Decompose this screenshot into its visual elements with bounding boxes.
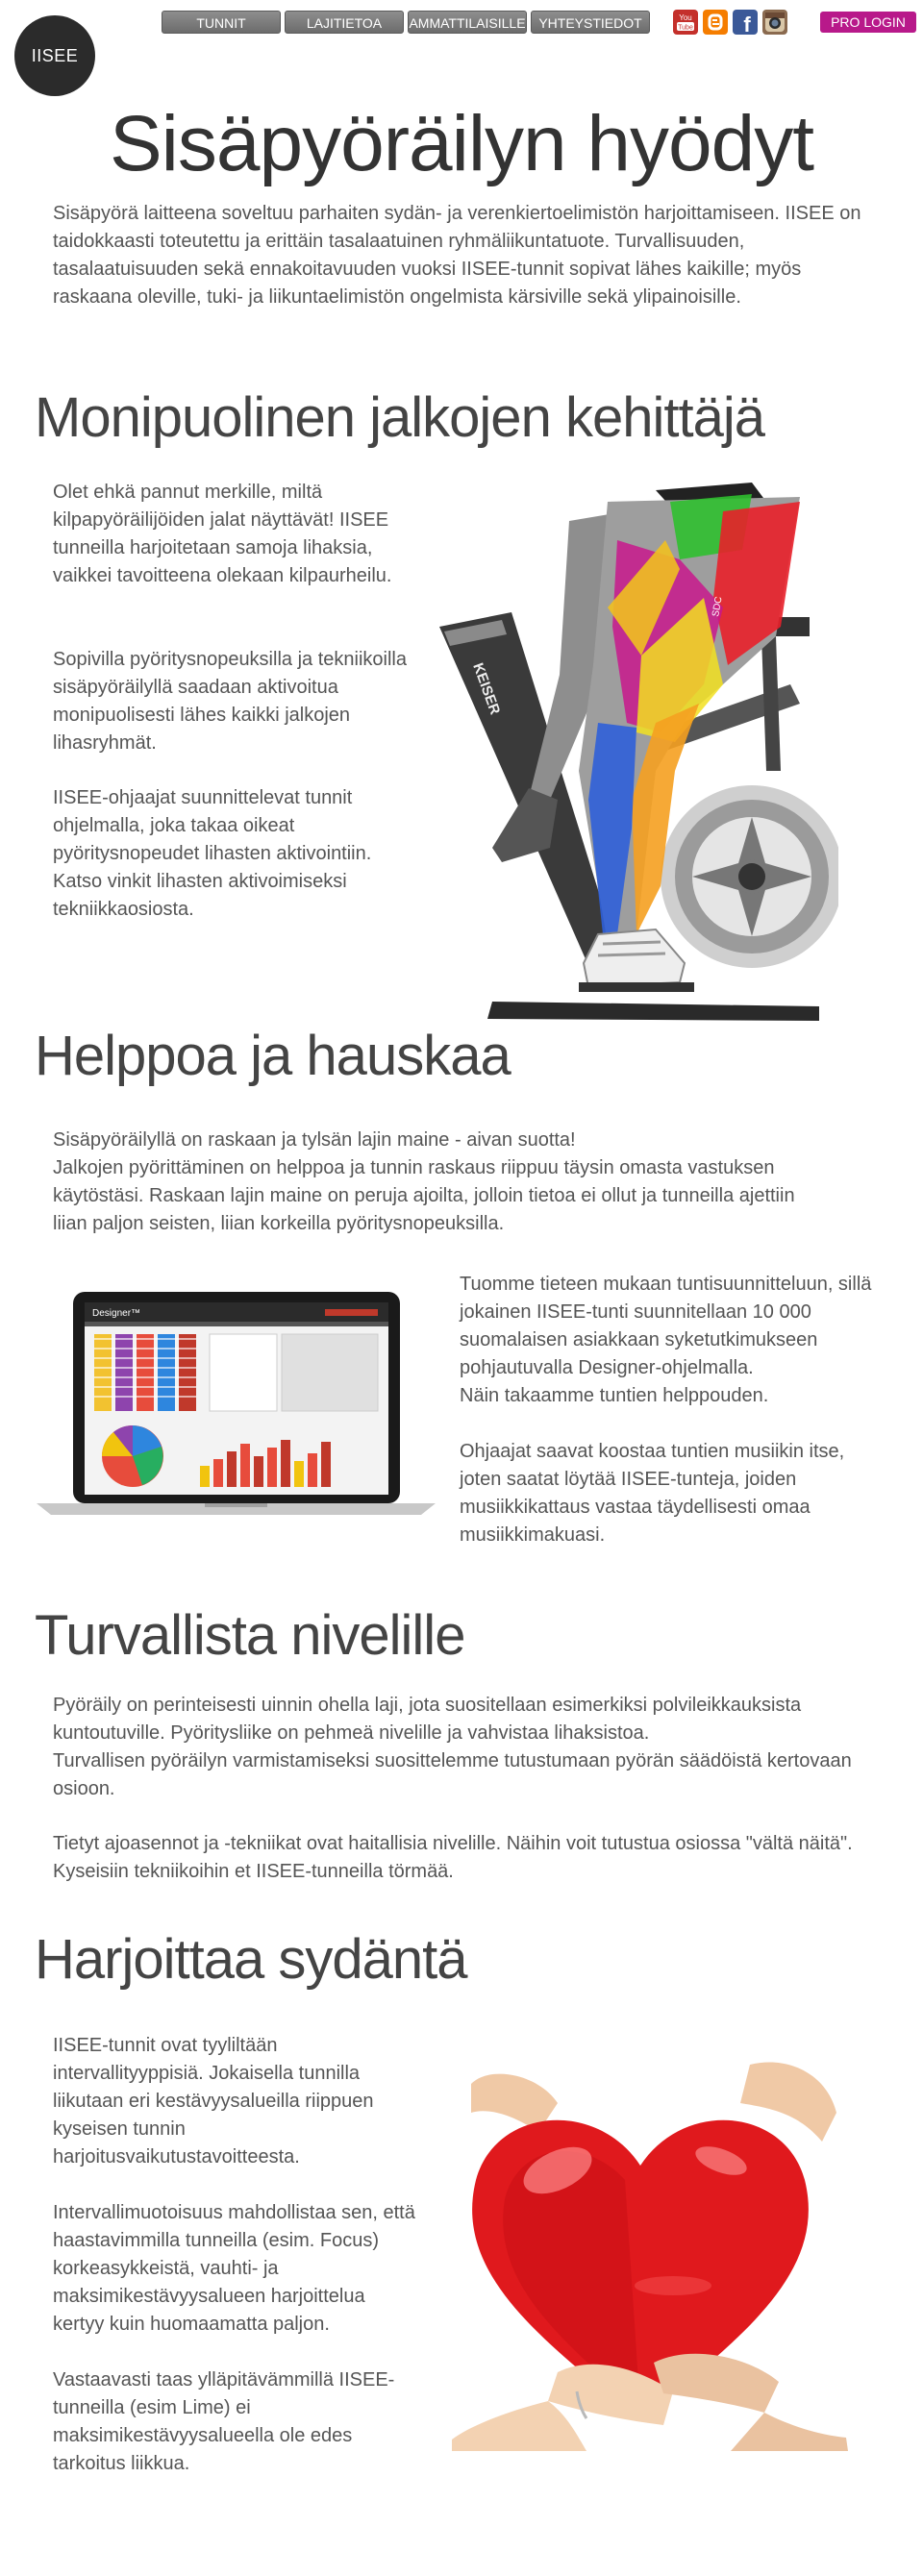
section-title-heart: Harjoittaa sydäntä (35, 1928, 467, 1991)
easy-intro-2: Jalkojen pyörittäminen on helppoa ja tunnin raskaus riippuu täysin omasta vastuksen käytöstäsi. Raskaan lajin maine on peruja ajoilta, jolloin tietoa ei ollut ja tunneilla ajettiin liian paljon seisten, liian korkeilla pyöritysnopeuksilla. (53, 1157, 795, 1234)
svg-text:f: f (743, 12, 751, 35)
heart-balloon-image (433, 2055, 848, 2451)
svg-text:You: You (679, 13, 692, 22)
easy-side-1: Tuomme tieteen mukaan tuntisuunnitteluun, sillä jokainen IISEE-tunti suunnitellaan 10 000 suomalaisen asiakkaan syketutkimukseen pohjautuvalla Designer-ohjelmalla. (460, 1274, 872, 1378)
facebook-icon[interactable] (733, 10, 758, 35)
easy-side-3: Ohjaajat saavat koostaa tuntien musiikin itse, joten saatat löytää IISEE-tunteja, joiden musiikkikattaus vastaa täydellisesti omaa musiikkimakuasi. (460, 1441, 845, 1546)
section-title-legs: Monipuolinen jalkojen kehittäjä (35, 386, 764, 449)
page-title: Sisäpyöräilyn hyödyt (109, 100, 814, 187)
joints-paragraph-2: Turvallisen pyöräilyn varmistamiseksi suosittelemme tutustumaan pyörän säädöistä kertovaan osioon. (53, 1750, 852, 1799)
designer-app-name: Designer™ (92, 1308, 141, 1319)
legs-paragraph-1: Olet ehkä pannut merkille, miltä kilpapyöräilijöiden jalat näyttävät! IISEE tunneilla harjoitetaan samoja lihaksia, vaikkei tavoitteena olekaan kilpaurheilu. (53, 482, 392, 586)
leg-muscle-image (435, 483, 838, 1050)
legs-paragraph-3: IISEE-ohjaajat suunnittelevat tunnit ohjelmalla, joka takaa oikeat pyöritysnopeudet lihasten aktivointiin. Katso vinkit lihasten aktivoimiseksi tekniikkaosiosta. (53, 787, 372, 920)
site-logo[interactable] (14, 15, 95, 96)
nav-ammattilaisille[interactable]: AMMATTILAISILLE (408, 11, 527, 34)
joints-paragraph-1: Pyöräily on perinteisesti uinnin ohella laji, jota suositellaan esimerkiksi polvileikkauksista kuntoutuville. Pyöritysliike on pehmeä nivelille ja vahvistaa lihaksistoa. (53, 1695, 802, 1744)
instagram-icon[interactable] (762, 10, 787, 35)
youtube-icon[interactable] (673, 10, 698, 35)
bike-brand-label: KEISER (469, 660, 504, 717)
svg-text:Tube: Tube (678, 24, 693, 32)
easy-side-2: Näin takaamme tuntien helppouden. (460, 1385, 769, 1406)
designer-laptop-image (37, 1288, 436, 1519)
heart-paragraph-3: Vastaavasti taas ylläpitävämmillä IISEE-tunneilla (esim Lime) ei maksimikestävyysalueella ole edes tarkoitus liikkua. (53, 2369, 395, 2474)
heart-paragraph-2: Intervallimuotoisuus mahdollistaa sen, että haastavimmilla tunneilla (esim. Focus) korkeasykkeistä, vauhti- ja maksimikestävyysalueen harjoittelua kertyy kuin huomaamatta paljon. (53, 2202, 415, 2335)
pro-login-button[interactable]: PRO LOGIN (820, 12, 916, 33)
heart-paragraph-1: IISEE-tunnit ovat tyyliltään intervallityyppisiä. Jokaisella tunnilla liikutaan eri kestävyysalueilla riippuen kyseisen tunnin harjoitusvaikutustavoitteesta. (53, 2035, 374, 2167)
nav-lajitietoa[interactable]: LAJITIETOA (285, 11, 404, 34)
blogger-icon[interactable] (703, 10, 728, 35)
logo-text: IISEE (31, 45, 79, 65)
hero-text: Sisäpyörä laitteena soveltuu parhaiten sydän- ja verenkiertoelimistön harjoittamiseen. IISEE on taidokkaasti toteutettu ja erittäin tasalaatuinen ryhmäliikuntatuote. Turvallisuuden, tasalaatuisuuden sekä ennakoitavuuden vuoksi IISEE-tunnit sopivat lähes kaikille; myös raskaana oleville, tuki- ja liikuntaelimistön ongelmista kärsiville sekä ylipainoisille. (53, 203, 861, 308)
easy-intro-1: Sisäpyöräilyllä on raskaan ja tylsän lajin maine - aivan suotta! (53, 1129, 576, 1151)
section-title-joints: Turvallista nivelille (35, 1604, 465, 1667)
section-title-easy: Helppoa ja hauskaa (35, 1025, 511, 1087)
joints-paragraph-3: Tietyt ajoasennot ja -tekniikat ovat haitallisia nivelille. Näihin voit tutustua osiossa "vältä näitä". Kyseisiin tekniikoihin et IISEE-tunneilla törmää. (53, 1833, 853, 1882)
legs-paragraph-2: Sopivilla pyöritysnopeuksilla ja tekniikoilla sisäpyöräilyllä saadaan aktivoitua monipuolisesti lähes kaikki jalkojen lihasryhmät. (53, 649, 407, 754)
nav-tunnit[interactable]: TUNNIT (162, 11, 281, 34)
svg-text:SDC: SDC (711, 595, 725, 618)
nav-yhteystiedot[interactable]: YHTEYSTIEDOT (531, 11, 650, 34)
